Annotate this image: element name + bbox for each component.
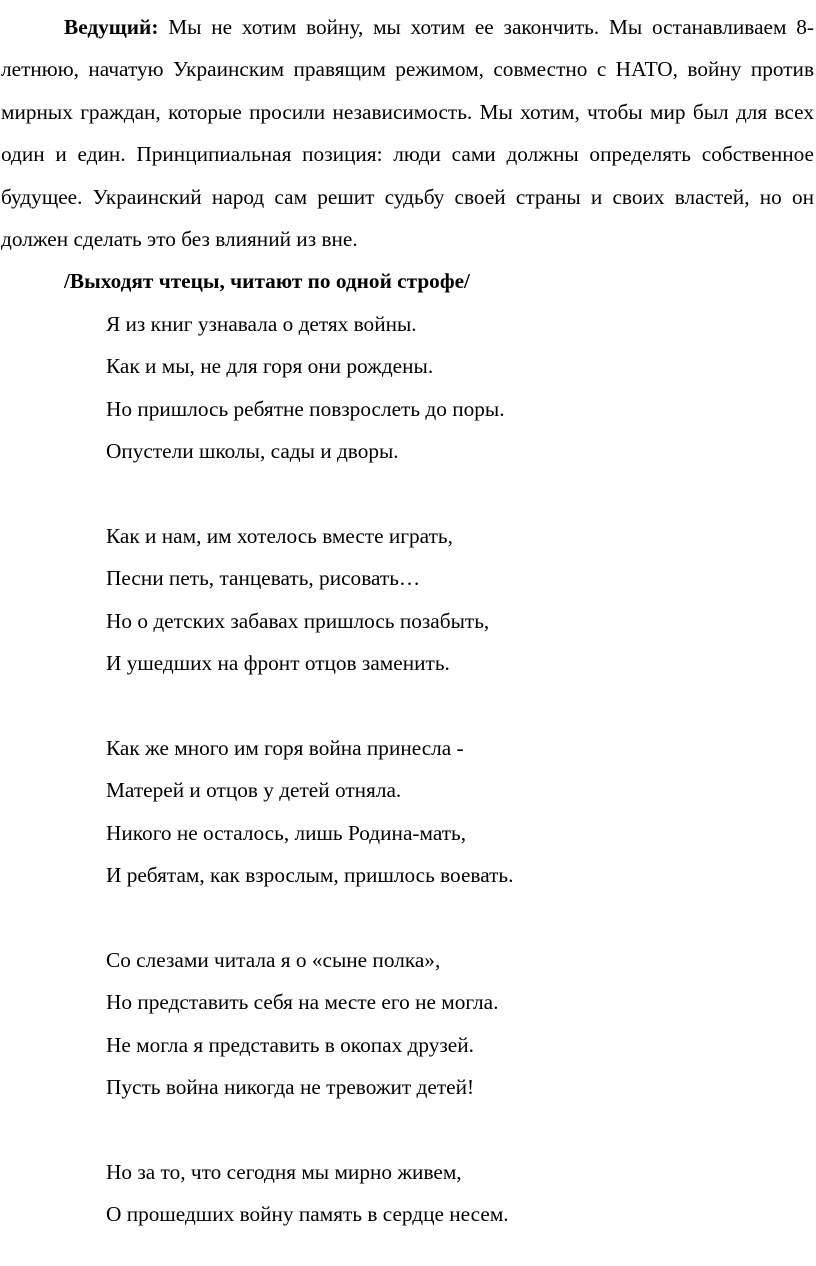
poem-line: Но пришлось ребятне повзрослеть до поры. (106, 396, 505, 421)
poem-line: Песни петь, танцевать, рисовать… (106, 566, 421, 591)
poem-line: Матерей и отцов у детей отняла. (106, 778, 402, 803)
stanza-4 (106, 939, 815, 1109)
stanza-5 (106, 1151, 815, 1236)
poem-line: Я из книг узнавала о детях войны. (106, 311, 417, 336)
stanza-1 (106, 303, 815, 473)
poem-line: Никого не осталось, лишь Родина-мать, (106, 820, 467, 845)
intro-text: Мы не хотим войну, мы хотим ее закончить. Мы останавливаем 8-летнюю, начатую Украинским правящим режимом, совместно с НАТО, войну против мирных граждан, которые просили независимость. Мы хотим, чтобы мир был для всех один и един. Принципиальная позиция: люди сами должны определять собственное будущее. Украинский народ сам решит судьбу своей страны и своих властей, но он должен сделать это без влияний из вне. (1, 15, 814, 252)
poem-line: Но за то, что сегодня мы мирно живем, (106, 1159, 462, 1184)
poem-line: Как и нам, им хотелось вместе играть, (106, 523, 453, 548)
poem-line: Но о детских забавах пришлось позабыть, (106, 608, 490, 633)
poem-line: И ребятам, как взрослым, пришлось воевать. (106, 863, 514, 888)
stage-direction: /Выходят чтецы, читают по одной строфе/ (64, 269, 470, 294)
poem-line: Не могла я представить в окопах друзей. (106, 1032, 474, 1057)
poem-line: Как и мы, не для горя они рождены. (106, 354, 434, 379)
speaker-label: Ведущий: (64, 15, 159, 39)
intro-paragraph (1, 0, 814, 260)
poem-line: Как же много им горя война принесла - (106, 735, 464, 760)
poem-line: Но представить себя на месте его не могла. (106, 990, 499, 1015)
stanza-3 (106, 727, 815, 897)
poem (106, 303, 815, 1236)
poem-line: И ушедших на фронт отцов заменить. (106, 651, 450, 676)
poem-line: О прошедших войну память в сердце несем. (106, 1202, 509, 1227)
poem-line: Пусть война никогда не тревожит детей! (106, 1075, 475, 1100)
stanza-2 (106, 515, 815, 685)
poem-line: Со слезами читала я о «сыне полка», (106, 947, 441, 972)
poem-line: Опустели школы, сады и дворы. (106, 439, 399, 464)
